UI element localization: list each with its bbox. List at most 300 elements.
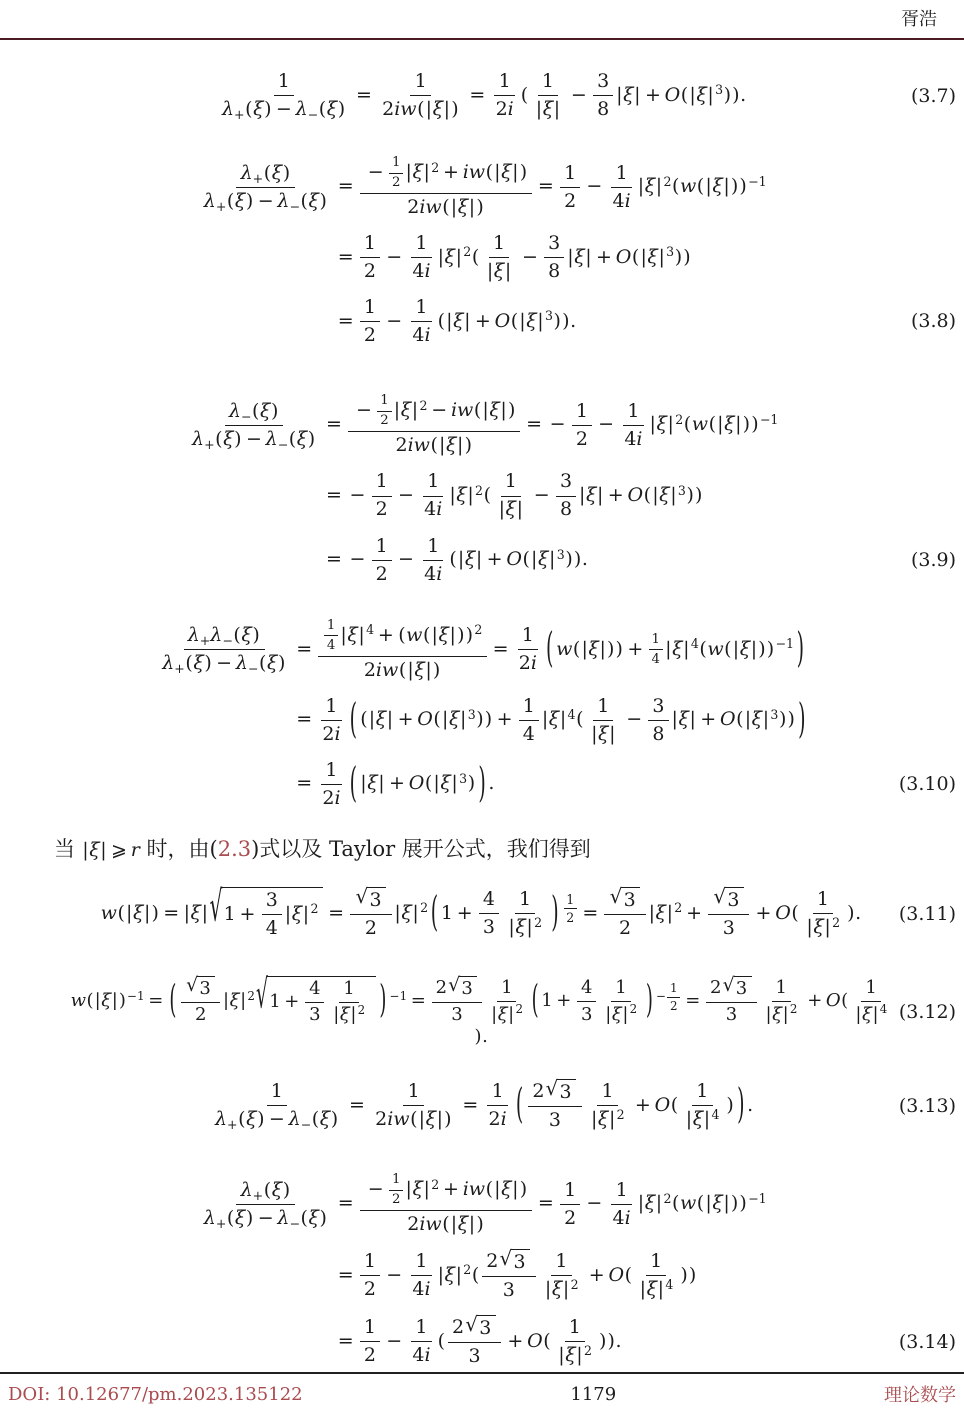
math-den (648, 721, 668, 746)
math-mi: ξ (501, 1178, 512, 1201)
math-fence: | (599, 637, 606, 660)
math-fence: ( (360, 708, 368, 731)
math-num (611, 1179, 631, 1205)
math-mpunct: . (740, 83, 747, 106)
math-mi: ξ (457, 1213, 469, 1236)
math-den (487, 1002, 527, 1026)
math-num (708, 884, 749, 915)
math-mi: ξ (712, 1192, 723, 1215)
math-mi: ξ (308, 189, 319, 212)
math-mi: ξ (367, 772, 378, 795)
math-fence: | (591, 722, 598, 745)
math-mrow (266, 917, 278, 939)
math-den (403, 1211, 488, 1236)
math-msup (663, 1191, 671, 1206)
math-fence: ( (398, 623, 406, 646)
math-msub (216, 199, 227, 214)
math-mi: i (407, 434, 414, 457)
math-fence: ) (118, 990, 126, 1012)
math-msup (715, 82, 723, 97)
math-fence: | (616, 83, 623, 106)
math-fence: ( (437, 1329, 445, 1352)
math-frac (318, 759, 345, 810)
math-mo: + (442, 1178, 459, 1201)
math-fence: ( (708, 413, 716, 436)
math-mrow (376, 563, 388, 585)
math-mbox (465, 624, 482, 646)
math-fence: | (360, 772, 367, 795)
math-num (482, 1246, 536, 1277)
math-mi: ξ (308, 1206, 319, 1229)
math-msub (301, 1117, 312, 1132)
journal-name[interactable]: 理论数学 (884, 1385, 956, 1406)
equation-lines (209, 1076, 756, 1133)
math-mrow (560, 470, 572, 492)
math-num (861, 977, 880, 1002)
math-mrow (271, 1080, 283, 1102)
math-frac (389, 155, 403, 191)
math-radicand (197, 976, 215, 1000)
equation-lines (64, 971, 900, 1048)
math-mi: O (627, 484, 644, 507)
math-mrow (376, 535, 388, 557)
math-mi: r (130, 839, 140, 862)
math-frac (262, 889, 282, 940)
math-mn: 1 (380, 393, 389, 409)
math-den (447, 1003, 466, 1027)
math-mn: 2 (675, 411, 684, 427)
math-mi: ξ (489, 399, 500, 422)
math-rad: √ (722, 974, 735, 997)
equation-line (100, 881, 864, 940)
math-num (494, 70, 514, 96)
math-mi: ξ (259, 399, 271, 422)
math-mrow (427, 470, 439, 492)
math-mi: w (556, 637, 573, 660)
equation-number: (3.7) (910, 84, 956, 107)
math-den (403, 194, 488, 219)
math-num (348, 393, 520, 432)
math-mbox (666, 902, 682, 924)
math-mn: 1 (325, 758, 338, 781)
math-num (360, 1250, 380, 1276)
math-mn: 2 (419, 397, 428, 413)
math-mbox (377, 977, 408, 1023)
math-fence: | (703, 1108, 711, 1131)
math-frac (348, 393, 520, 457)
math-den (372, 561, 392, 586)
math-den (408, 258, 435, 283)
math-mn: 4 (424, 562, 437, 585)
math-den (408, 1276, 435, 1301)
math-fence: ) (680, 1263, 688, 1286)
math-frac (211, 1080, 343, 1131)
math-fence: ) (739, 1192, 747, 1215)
math-mi: ξ (444, 245, 455, 268)
math-mi: w (425, 196, 442, 218)
math-mi: ξ (672, 637, 683, 660)
math-frac (649, 632, 663, 668)
math-mrow (325, 695, 337, 717)
math-mrow (619, 917, 631, 939)
math-mn: 4 (665, 1276, 674, 1292)
math-fence: | (411, 399, 419, 422)
math-fence: | (689, 708, 696, 731)
math-fence: ) (245, 1206, 254, 1229)
math-mn: 2 (322, 722, 335, 745)
math-fence: ) (730, 1192, 739, 1215)
math-bigp: ) (645, 977, 653, 1023)
math-frac (420, 470, 447, 521)
math-mn: 3 (677, 482, 686, 498)
math-fence: ( (185, 652, 193, 675)
math-sqrt (186, 976, 215, 1000)
math-den (593, 96, 613, 121)
math-num (497, 977, 516, 1002)
math-frac (708, 884, 749, 940)
math-mbox (204, 190, 227, 212)
math-mn: 8 (652, 722, 665, 745)
math-fence: ( (311, 1108, 320, 1131)
math-fence: ) (277, 652, 286, 675)
math-mrow (407, 196, 484, 218)
math-mi: ξ (724, 413, 735, 436)
math-mrow (392, 1172, 400, 1187)
math-mrow (364, 296, 376, 318)
equation-lines (186, 393, 779, 585)
math-mrow (558, 1344, 592, 1366)
intro-paragraph (0, 836, 964, 863)
equations-group-2 (0, 881, 964, 1368)
math-mn: 2 (407, 1213, 420, 1236)
math-mo: ⩾ (111, 839, 127, 862)
math-mrow (214, 1108, 339, 1133)
doi-link[interactable]: DOI: 10.12677/pm.2023.135122 (8, 1383, 303, 1405)
math-mbox (350, 1004, 365, 1025)
math-mbox (766, 638, 794, 660)
math-mn: 2 (789, 1002, 798, 1017)
math-mbox (467, 484, 483, 506)
math-mi: λ (295, 97, 308, 120)
math-frac (564, 892, 577, 926)
equation-line-rhs (292, 618, 806, 682)
math-fence: ) (451, 97, 459, 120)
math-fence: | (405, 161, 412, 184)
math-mo: − (277, 437, 289, 453)
math-rad: √ (465, 1312, 478, 1337)
math-mbox (118, 990, 144, 1011)
math-mi: ξ (190, 901, 202, 924)
math-mi: w (413, 434, 430, 457)
math-mi: O (664, 83, 681, 106)
math-num (560, 162, 580, 188)
math-mn: 4 (581, 977, 593, 999)
math-fence: ( (624, 1263, 633, 1286)
math-mn: 2 (486, 1249, 499, 1272)
equations-group-1 (0, 70, 964, 810)
math-fence: | (605, 1003, 612, 1025)
math-den (318, 785, 345, 810)
math-mi: O (527, 1329, 543, 1352)
math-fence: | (640, 245, 647, 268)
math-mi: ξ (772, 1003, 783, 1025)
math-mi: ξ (401, 901, 412, 924)
math-msup (468, 707, 476, 722)
math-msup (420, 900, 428, 915)
math-mi: ξ (347, 623, 358, 646)
math-fence: | (732, 637, 740, 660)
math-mi: ξ (656, 413, 667, 436)
math-fence: | (590, 1108, 598, 1131)
math-mn: 4 (690, 636, 699, 652)
math-mrow (581, 977, 592, 998)
math-mrow (364, 1278, 376, 1300)
math-fence: ) (330, 1108, 339, 1131)
math-sqrt (256, 971, 376, 1026)
math-mo: = (163, 901, 180, 924)
math-frac (487, 977, 527, 1026)
math-den (464, 1343, 484, 1368)
math-mrow (415, 1316, 427, 1338)
math-fence: | (689, 83, 696, 106)
math-num (236, 1179, 294, 1205)
math-msup (459, 771, 467, 786)
math-mbox (762, 708, 778, 730)
math-mrow (652, 695, 664, 717)
math-fence: | (425, 97, 433, 120)
math-mrow (498, 498, 524, 520)
math-mi: ξ (291, 902, 303, 925)
math-mrow (806, 916, 840, 938)
math-mn: 3 (597, 70, 610, 92)
math-mrow (650, 1250, 662, 1272)
math-radicand (725, 887, 744, 912)
math-msup (770, 707, 778, 722)
math-fence: | (685, 1108, 693, 1131)
math-mi: ξ (425, 1108, 437, 1131)
math-frac (318, 618, 486, 682)
math-mn: 2 (364, 917, 377, 940)
math-mi: ξ (339, 1004, 350, 1026)
math-mrow (82, 839, 140, 861)
math-mpunct: . (747, 1093, 754, 1116)
math-rad: √ (256, 971, 269, 1019)
math-mn: 2 (435, 977, 448, 999)
math-fence: | (516, 498, 523, 521)
math-den (722, 1003, 741, 1027)
math-mbox (872, 1004, 887, 1025)
math-mo: − (570, 83, 587, 106)
equation-number: (3.8) (910, 310, 956, 333)
math-num (321, 695, 341, 721)
math-mo: = (337, 1329, 354, 1352)
math-mn: 1 (501, 977, 513, 999)
math-mn: 1 (399, 989, 408, 1004)
math-mn: 1 (440, 901, 453, 924)
math-num (360, 1172, 532, 1211)
math-den (560, 188, 580, 213)
math-mo: − (245, 427, 262, 450)
math-mrow (486, 1246, 531, 1274)
math-mn: 1 (555, 1250, 568, 1273)
math-msup (656, 980, 682, 1013)
math-radicand (267, 976, 376, 1026)
math-fence: | (541, 708, 549, 731)
math-fence: | (559, 708, 567, 731)
math-fence: | (378, 772, 385, 795)
math-mrow (523, 695, 535, 717)
math-mrow (424, 498, 442, 520)
math-mn: 1 (391, 155, 401, 171)
math-frac (372, 535, 392, 586)
math-bigp: ( (169, 977, 177, 1023)
math-num (667, 981, 680, 998)
math-fence: | (457, 548, 465, 571)
math-mo: = (296, 772, 313, 795)
math-mn: 2 (375, 562, 388, 585)
math-fence: ) (457, 623, 465, 646)
math-mrow (415, 296, 427, 318)
math-den (305, 1003, 324, 1027)
math-msup (475, 483, 483, 498)
math-mrow (605, 1004, 637, 1025)
math-den (531, 96, 565, 121)
math-mrow (615, 977, 626, 998)
math-radicand (557, 1079, 576, 1104)
math-mrow (469, 1345, 481, 1367)
math-mn: 1 (758, 173, 767, 189)
math-mi: ξ (234, 1206, 246, 1229)
math-msup (366, 622, 374, 637)
math-bigp: ( (430, 889, 439, 937)
math-frac (648, 695, 668, 746)
math-mrow (535, 98, 561, 120)
math-frac (482, 232, 516, 283)
math-frac (218, 70, 350, 121)
math-fence: | (240, 990, 247, 1012)
math-mi: λ (192, 427, 205, 450)
math-mi: i (624, 189, 631, 212)
math-mrow (375, 1108, 452, 1130)
math-mi: ξ (739, 637, 751, 660)
math-mi: ξ (678, 708, 689, 731)
math-num (813, 888, 833, 914)
math-mrow (322, 534, 590, 585)
math-fence: ) (565, 548, 573, 571)
math-mo: = (326, 484, 342, 507)
math-num (519, 695, 539, 721)
math-mrow (817, 888, 829, 910)
math-den (191, 1003, 210, 1027)
math-den (572, 426, 592, 451)
math-fence: | (504, 260, 512, 283)
math-mbox (739, 1192, 767, 1214)
math-mo: − (759, 411, 771, 427)
math-mbox (667, 413, 683, 435)
math-num (274, 70, 294, 96)
math-mo: + (284, 991, 300, 1013)
math-mrow (364, 324, 376, 346)
math-mbox (210, 624, 233, 649)
math-num (360, 296, 380, 322)
math-bigp: ) (737, 1081, 745, 1129)
math-mn: 1 (325, 694, 338, 717)
math-mbox (192, 427, 215, 453)
math-fence: | (350, 1004, 357, 1026)
math-mn: 2 (532, 1079, 545, 1102)
math-mbox (235, 652, 259, 677)
math-mrow (327, 638, 335, 653)
math-sqrt (609, 884, 641, 912)
math-fence: | (762, 708, 770, 731)
math-mrow (519, 652, 537, 674)
math-mi: ξ (611, 1003, 622, 1025)
math-mbox (508, 1004, 523, 1025)
math-fence: | (340, 623, 347, 646)
equation-3.7 (0, 70, 964, 121)
math-msup (311, 901, 319, 916)
math-fence: ( (263, 161, 272, 184)
math-mn: 1 (415, 1316, 428, 1339)
math-mn: 3 (581, 1003, 593, 1025)
math-mo: = (582, 901, 599, 924)
math-fence: ) (519, 1178, 528, 1201)
math-mrow (522, 624, 534, 646)
math-mo: + (686, 901, 702, 924)
math-fence: | (667, 413, 674, 436)
math-frac (577, 977, 596, 1026)
math-mrow (192, 427, 316, 453)
math-mn: 1 (492, 232, 506, 255)
math-mi: w (406, 623, 423, 646)
math-fence: ( (410, 1108, 418, 1131)
math-num (318, 618, 486, 657)
math-mn: 3 (559, 470, 573, 493)
math-den (608, 1205, 635, 1230)
math-fence: | (455, 1263, 462, 1286)
math-mo: + (456, 901, 473, 924)
math-frac (608, 1179, 635, 1230)
math-mi: ξ (440, 772, 451, 795)
math-mbox (548, 548, 564, 570)
math-msup (748, 1191, 766, 1206)
math-frac (531, 70, 565, 121)
math-den (620, 426, 647, 451)
math-mi: i (394, 97, 401, 120)
math-mrow (380, 393, 388, 408)
math-bigp: ) (379, 977, 387, 1023)
math-frac (479, 888, 499, 939)
math-num (604, 884, 645, 915)
math-mo: − (240, 409, 252, 425)
math-radicand (459, 976, 477, 1000)
math-radicand (734, 976, 752, 1000)
math-mn: 3 (722, 917, 735, 940)
math-fence: ( (433, 708, 441, 731)
math-fence: | (455, 245, 462, 268)
math-mi: i (375, 658, 382, 681)
page-body (0, 70, 964, 1368)
math-mrow (392, 175, 400, 190)
math-rad: √ (209, 881, 223, 932)
math-mo: − (386, 1263, 403, 1286)
math-mrow (435, 974, 479, 999)
ref-link-2.3[interactable]: 2.3 (217, 837, 252, 862)
math-mi: λ (162, 652, 175, 675)
math-den (519, 721, 539, 746)
math-mn: 2 (710, 977, 722, 999)
math-msup (562, 891, 578, 926)
